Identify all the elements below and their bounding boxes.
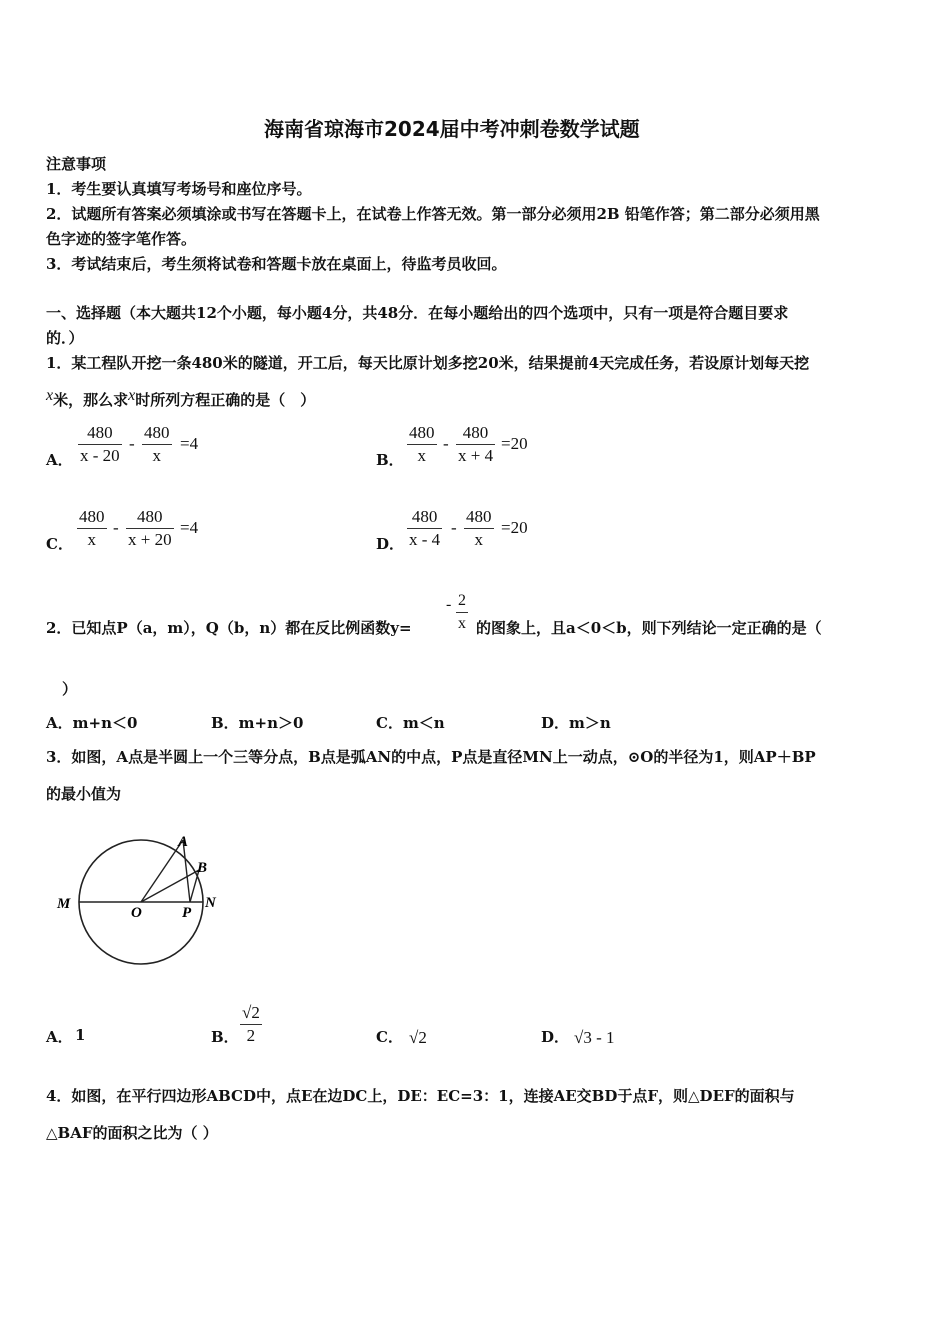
fraction: $\frac{480}{x}$ <box>79 507 105 549</box>
equation-rhs: =20 <box>501 518 528 537</box>
label-b: B <box>197 860 208 876</box>
question-3-text-cont: 的最小值为 <box>46 785 122 803</box>
option-label: B． <box>211 1028 239 1046</box>
fraction: $\frac{480}{x + 20}$ <box>128 507 172 549</box>
fraction: $\frac{√2}{2}$ <box>242 1003 260 1045</box>
option-label: D． <box>541 1028 570 1046</box>
notice-heading: 注意事项 <box>46 155 107 173</box>
notice-item: 色字迹的签字笔作答。 <box>46 230 197 248</box>
variable-x: x <box>46 387 54 404</box>
question-4-text: 4．如图，在平行四边形ABCD中，点E在边DC上，DE：EC=3：1，连接AE交BD于点F，则△DEF的面积与 <box>46 1087 795 1105</box>
notice-item: 1．考生要认真填写考场号和座位序号。 <box>46 180 312 198</box>
fraction: $\frac{480}{x}$ <box>409 423 435 465</box>
fraction: $\frac{480}{x}$ <box>144 423 170 465</box>
option-a: A．m+n＜0 <box>46 714 138 732</box>
question-1-text: 1．某工程队开挖一条480米的隧道，开工后，每天比原计划多挖20米，结果提前4天完成任务，若设原计划每天挖 <box>46 354 810 372</box>
option-label: C． <box>376 1028 403 1046</box>
segment-oa <box>141 840 183 902</box>
option-label: A． <box>46 451 73 469</box>
question-3-text: 3．如图，A点是半圆上一个三等分点，B点是弧AN的中点，P点是直径MN上一动点，⊙O的半径为1，则AP＋BP <box>46 748 816 766</box>
option-label: C． <box>46 535 73 553</box>
equation-rhs: =4 <box>180 434 199 453</box>
label-p: P <box>182 905 192 921</box>
fraction: $\frac{2}{x}$ <box>456 590 468 635</box>
option-value: 1 <box>75 1026 86 1044</box>
notice-item: 3．考试结束后，考生须将试卷和答题卡放在桌面上，待监考员收回。 <box>46 255 507 273</box>
question-1-text-cont: x米，那么求x时所列方程正确的是（ ） <box>46 387 316 409</box>
label-a: A <box>178 834 189 850</box>
option-label: D． <box>376 535 405 553</box>
fraction: $\frac{480}{x - 4}$ <box>409 507 441 549</box>
section-heading-cont: 的．） <box>46 329 84 347</box>
variable-x: x <box>128 387 136 404</box>
minus-sign: - <box>129 434 135 453</box>
minus-sign: - <box>113 518 119 537</box>
label-o: O <box>131 905 142 921</box>
question-2-prefix: 2．已知点P（a，m），Q（b，n）都在反比例函数y= <box>46 619 412 637</box>
section-heading: 一、选择题（本大题共12个小题，每小题4分，共48分．在每小题给出的四个选项中，只有一项是符合题目要求 <box>46 304 789 322</box>
question-2-suffix: 的图象上，且a＜0＜b，则下列结论一定正确的是（ <box>476 619 822 637</box>
equation-rhs: =4 <box>180 518 199 537</box>
fraction: $\frac{480}{x}$ <box>466 507 492 549</box>
fraction: $\frac{480}{x - 20}$ <box>80 423 120 465</box>
option-b: B．m+n＞0 <box>211 714 304 732</box>
question-4-text-cont: △BAF的面积之比为（ ） <box>46 1124 218 1142</box>
minus-sign: - <box>451 518 457 537</box>
option-d: D．m＞n <box>541 714 611 732</box>
option-value: √3 - 1 <box>574 1028 615 1047</box>
minus-sign: - <box>443 434 449 453</box>
label-m: M <box>57 896 71 912</box>
circle-figure <box>50 822 240 982</box>
option-label: B． <box>376 451 404 469</box>
notice-item: 2．试题所有答案必须填涂或书写在答题卡上，在试卷上作答无效。第一部分必须用2B 铅笔作答；第二部分必须用黑 <box>46 205 820 223</box>
label-n: N <box>205 895 216 911</box>
equation-rhs: =20 <box>501 434 528 453</box>
option-label: A． <box>46 1028 73 1046</box>
page-title: 海南省琼海市2024届中考冲刺卷数学试题 <box>264 117 640 141</box>
question-2-close: ） <box>62 680 78 698</box>
option-c: C．m＜n <box>376 714 445 732</box>
fraction: $\frac{480}{x + 4}$ <box>458 423 494 465</box>
option-value: √2 <box>409 1028 427 1047</box>
minus-sign: - <box>446 596 452 613</box>
segment-ob <box>141 870 199 902</box>
